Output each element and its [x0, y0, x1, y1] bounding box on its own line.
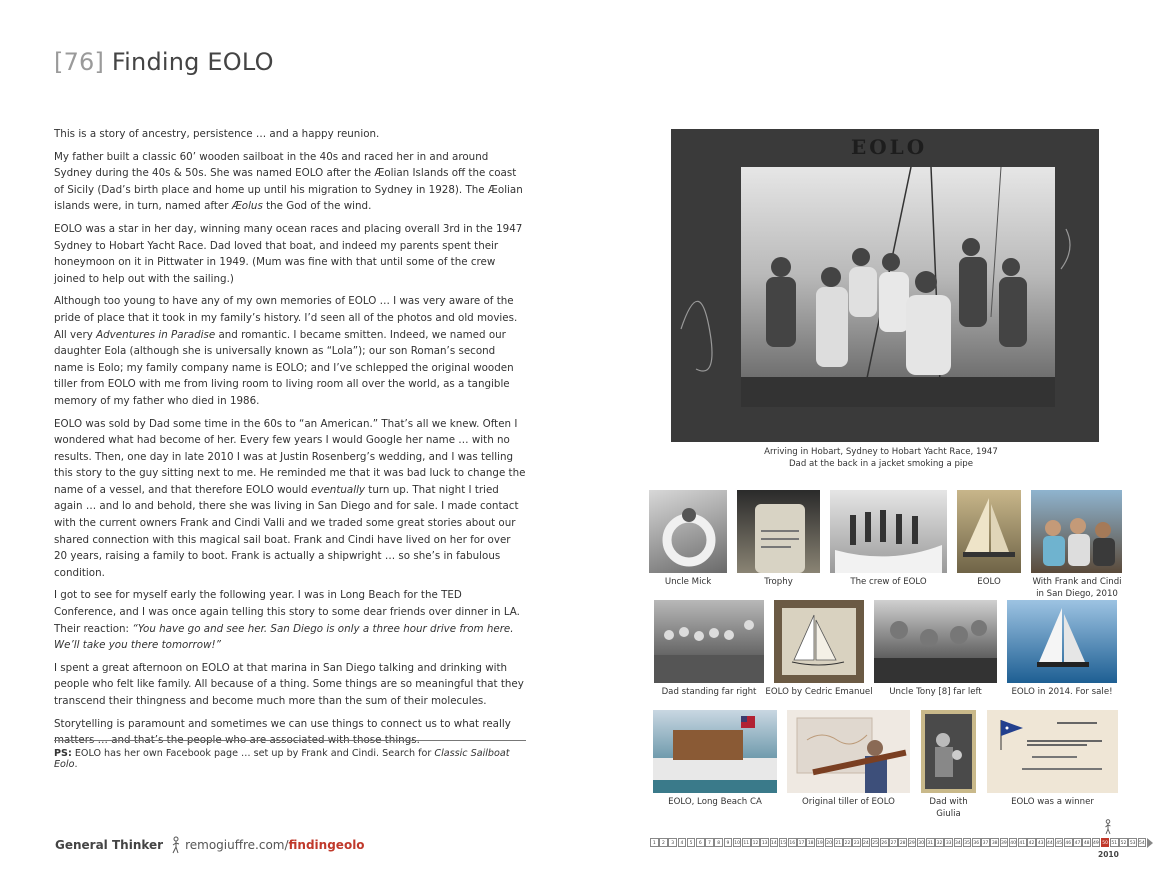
caption-long-beach: EOLO, Long Beach CA [668, 797, 762, 807]
timeline-page-box[interactable]: 26 [880, 838, 889, 847]
timeline-page-box[interactable]: 14 [770, 838, 779, 847]
timeline-page-box[interactable]: 20 [825, 838, 834, 847]
photo-trophy [737, 490, 820, 573]
story-body [54, 126, 526, 755]
timeline-page-box[interactable]: 1 [650, 838, 659, 847]
photo-dad-giulia [921, 710, 976, 793]
caption-cedric-emanuel: EOLO by Cedric Emanuel [765, 687, 873, 697]
caption-crew: The crew of EOLO [850, 577, 927, 587]
caption-eolo: EOLO [977, 577, 1001, 587]
timeline-page-box[interactable]: 4 [678, 838, 687, 847]
timeline-page-box[interactable]: 24 [862, 838, 871, 847]
timeline-page-box[interactable]: 48 [1082, 838, 1091, 847]
timeline-page-box[interactable]: 31 [926, 838, 935, 847]
timeline-page-box[interactable]: 51 [1110, 838, 1119, 847]
paragraph: This is a story of ancestry, persistence … and a happy reunion. [54, 128, 380, 140]
timeline-page-box[interactable]: 52 [1119, 838, 1128, 847]
timeline-page-box[interactable]: 3 [668, 838, 677, 847]
timeline-page-box[interactable]: 34 [954, 838, 963, 847]
timeline-page-box[interactable]: 7 [705, 838, 714, 847]
timeline-page-box[interactable]: 44 [1046, 838, 1055, 847]
crew-photo-image [741, 167, 1055, 407]
timeline-page-box[interactable]: 45 [1055, 838, 1064, 847]
timeline-page-box[interactable]: 6 [696, 838, 705, 847]
timeline-page-box[interactable]: 18 [806, 838, 815, 847]
timeline-page-box[interactable]: 41 [1018, 838, 1027, 847]
photo-uncle-mick [649, 490, 727, 573]
caption-frank-cindi: With Frank and Cindi in San Diego, 2010 [1032, 577, 1122, 599]
caption-dad-standing: Dad standing far right [661, 687, 757, 697]
timeline-page-box[interactable]: 40 [1009, 838, 1018, 847]
ps-divider [54, 740, 526, 741]
photo-frank-cindi [1031, 490, 1122, 573]
timeline-page-box[interactable]: 13 [760, 838, 769, 847]
timeline-page-box[interactable]: 2 [659, 838, 668, 847]
timeline-page-box[interactable]: 23 [852, 838, 861, 847]
timeline-page-box[interactable]: 8 [714, 838, 723, 847]
timeline-page-box[interactable]: 49 [1092, 838, 1101, 847]
caption-uncle-tony: Uncle Tony [8] far left [889, 687, 982, 697]
timeline-page-box[interactable]: 21 [834, 838, 843, 847]
timeline-page-box[interactable]: 37 [981, 838, 990, 847]
main-photo-caption: Arriving in Hobart, Sydney to Hobart Yacht Race, 1947 Dad at the back in a jacket smoking a pipe [764, 447, 998, 469]
photo-eolo-2014 [1007, 600, 1117, 683]
timeline-page-box[interactable]: 5 [687, 838, 696, 847]
paragraph: My father built a classic 60’ wooden sailboat in the 40s and raced her in and around Sydney during the 40s & 50s. She was named EOLO after the Æolian Islands off the coast of Sicily (Dad’s birth place and home up until his migration to Sydney in 1928). The Æolian islands were, in turn, named after Æolus the God of the wind. [54, 150, 523, 213]
photo-uncle-tony [874, 600, 997, 683]
timeline-page-box[interactable]: 22 [843, 838, 852, 847]
timeline-page-box[interactable]: 38 [990, 838, 999, 847]
caption-trophy: Trophy [764, 577, 793, 587]
timeline-page-box[interactable]: 42 [1027, 838, 1036, 847]
timeline-page-box[interactable]: 11 [742, 838, 751, 847]
timeline-page-box[interactable]: 30 [917, 838, 926, 847]
caption-winner: EOLO was a winner [1011, 797, 1094, 807]
timeline-page-box[interactable]: 12 [751, 838, 760, 847]
caption-uncle-mick: Uncle Mick [664, 577, 712, 587]
page-title-text: Finding EOLO [111, 48, 274, 76]
postscript: PS: EOLO has her own Facebook page … set up by Frank and Cindi. Search for Classic Sailboat Eolo. [54, 748, 510, 770]
footer [55, 836, 365, 854]
timeline-page-box[interactable]: 53 [1128, 838, 1137, 847]
timeline-page-box[interactable]: 39 [1000, 838, 1009, 847]
timeline-page-box[interactable]: 19 [816, 838, 825, 847]
paragraph: EOLO was a star in her day, winning many ocean races and placing overall 3rd in the 1947 Sydney to Hobart Yacht Race. Dad loved that boat, and indeed my parents spent their honeymoon on it in Pittwater in 1949. (Mum was fine with that until some of the crew joined to help out with the sailing.) [54, 222, 523, 285]
timeline-page-box[interactable]: 25 [871, 838, 880, 847]
caption-dad-giulia: Dad with Giulia [929, 797, 968, 819]
paragraph: EOLO was sold by Dad some time in the 60s to “an American.” That’s all we knew. Often I wondered what had become of her. Every few years I would Google her name … with no results. Then, one day in late 2010 I was at Justin Rosenberg’s wedding, and I was telling this story to the guy sitting next to me. He reminded me that it was bad luck to change the name of a vessel, and that therefore EOLO would eventually turn up. That night I tried again … and lo and behold, there she was living in San Diego and for sale. I made contact with the current owners Frank and Cindi Valli and we traded some great stories about our shared connection with this magical sail boat. Frank and Cindi have lived on her for over 20 years, raising a family to boot. Frank is actually a shipwright … so she’s in fabulous condition. [54, 417, 526, 579]
timeline-page-box[interactable]: 10 [733, 838, 742, 847]
timeline-page-box[interactable]: 54 [1138, 838, 1147, 847]
timeline-thinker-icon [1103, 819, 1113, 835]
timeline-page-box[interactable]: 33 [944, 838, 953, 847]
timeline-page-box[interactable]: 35 [963, 838, 972, 847]
photo-dad-standing [654, 600, 764, 683]
photo-cedric-emanuel [774, 600, 864, 683]
paragraph: Although too young to have any of my own memories of EOLO … I was very aware of the pride of place that it took in my family’s history. I’d seen all of the photos and old movies. All very Adventures in Paradise and romantic. I became smitten. Indeed, we named our daughter Eola (although she is universally known as “Lola”); our son Roman’s second name is Eolo; my family company name is EOLO; and I’ve schlepped the original wooden tiller from EOLO with me from living room to living room all over the world, as a tangible memory of my father who died in 1986. [54, 295, 518, 407]
timeline-page-box[interactable]: 47 [1073, 838, 1082, 847]
footer-link[interactable]: remogiuffre.com/findingeolo [185, 838, 365, 852]
photo-winner-letter [987, 710, 1118, 793]
timeline-page-box[interactable]: 46 [1064, 838, 1073, 847]
timeline-page-box[interactable]: 29 [908, 838, 917, 847]
main-photo [671, 129, 1099, 442]
timeline-year: 2010 [1098, 850, 1119, 859]
timeline-page-box[interactable]: 15 [779, 838, 788, 847]
plate-title: EOLO [851, 135, 928, 159]
timeline [650, 836, 1154, 850]
caption-eolo-2014: EOLO in 2014. For sale! [1011, 687, 1113, 697]
photo-crew [830, 490, 947, 573]
paragraph: Storytelling is paramount and sometimes we can use things to connect us to what really matters … and that’s the people who are associated with those things. [54, 717, 511, 747]
photo-eolo-sail [957, 490, 1021, 573]
timeline-arrow-icon [1147, 838, 1153, 848]
thinker-icon [170, 836, 182, 854]
timeline-page-box[interactable]: 17 [797, 838, 806, 847]
photo-long-beach [653, 710, 777, 793]
timeline-page-box[interactable]: 32 [935, 838, 944, 847]
paragraph: I spent a great afternoon on EOLO at that marina in San Diego talking and drinking with people who felt like family. All because of a thing. Some things are so meaningful that they transcend their thingness and become much more than the sum of their molecules. [54, 661, 524, 707]
timeline-page-box[interactable]: 27 [889, 838, 898, 847]
paragraph: I got to see for myself early the following year. I was in Long Beach for the TED Conference, and I was once again telling this story to some dear friends over dinner in LA. Their reaction: “You have go and see her. San Diego is only a three hour drive from here. We’ll take you there tomorrow!” [54, 589, 520, 652]
photo-tiller [787, 710, 910, 793]
page-number: [76] [54, 48, 105, 76]
page-title [54, 48, 274, 76]
timeline-page-box[interactable]: 36 [972, 838, 981, 847]
timeline-page-box[interactable]: 50 [1101, 838, 1110, 847]
brand-name: General Thinker [55, 838, 164, 852]
timeline-page-box[interactable]: 9 [724, 838, 733, 847]
caption-tiller: Original tiller of EOLO [802, 797, 895, 807]
timeline-page-box[interactable]: 28 [898, 838, 907, 847]
timeline-page-box[interactable]: 16 [788, 838, 797, 847]
timeline-page-box[interactable]: 43 [1036, 838, 1045, 847]
